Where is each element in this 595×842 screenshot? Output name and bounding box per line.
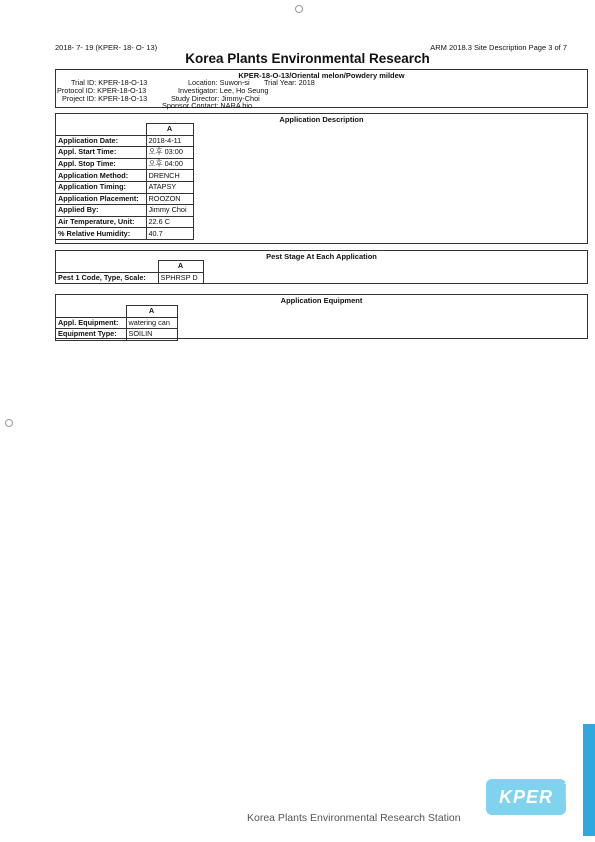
row-value: 오후 04:00: [146, 158, 193, 170]
row-value: 40.7: [146, 228, 193, 240]
header-date-code: 2018- 7- 19 (KPER- 18- O- 13): [55, 43, 158, 52]
row-label: Appl. Stop Time:: [56, 158, 147, 170]
table-header-row: [56, 124, 194, 136]
pest-stage-table: [55, 260, 204, 284]
protocol-id: Protocol ID: KPER-18-O-13: [57, 86, 147, 95]
hole-punch-mark: [295, 5, 303, 13]
application-description-table: [55, 123, 194, 240]
table-row: [56, 158, 194, 170]
row-value: SOILIN: [126, 329, 177, 341]
table-row: [56, 329, 178, 341]
blank-cell: [56, 124, 147, 136]
table-row: [56, 228, 194, 240]
row-value: 22.6 C: [146, 216, 193, 228]
table-row: [56, 181, 194, 193]
sponsor-contact: Sponsor Contact: NARA bio: [162, 101, 253, 110]
table-row: [56, 193, 194, 205]
application-equipment-table: [55, 305, 178, 341]
project-id: Project ID: KPER-18-O-13: [62, 94, 148, 103]
trial-info-box: [55, 69, 588, 108]
row-value: ATAPSY: [146, 181, 193, 193]
table-row: [56, 205, 194, 217]
trial-info-title: KPER-18-O-13/Oriental melon/Powdery mildew: [238, 71, 405, 80]
blank-cell: [56, 306, 127, 318]
blank-cell: [56, 261, 159, 273]
kper-logo: [486, 779, 566, 815]
location: Location: Suwon-si: [188, 78, 250, 87]
header-page-info: ARM 2018.3 Site Description Page 3 of 7: [430, 43, 567, 52]
row-label: Appl. Start Time:: [56, 147, 147, 159]
row-value: 2018-4-11: [146, 135, 193, 147]
investigator: Investigator: Lee, Ho Seung: [178, 86, 269, 95]
row-label: Application Date:: [56, 135, 147, 147]
row-label: Application Method:: [56, 170, 147, 182]
row-value: DRENCH: [146, 170, 193, 182]
row-label: Applied By:: [56, 205, 147, 217]
table-header-row: [56, 261, 204, 273]
hole-punch-mark: [5, 419, 13, 427]
row-label: Air Temperature, Unit:: [56, 216, 147, 228]
trial-year: Trial Year: 2018: [264, 78, 315, 87]
table-row: [56, 272, 204, 284]
row-label: Application Timing:: [56, 181, 147, 193]
column-header: A: [146, 124, 193, 136]
row-value: ROOZON: [146, 193, 193, 205]
website-text: [564, 735, 593, 825]
page-title: Korea Plants Environmental Research: [185, 51, 430, 66]
table-row: [56, 170, 194, 182]
row-value: 오후 03:00: [146, 147, 193, 159]
row-label: Appl. Equipment:: [56, 317, 127, 329]
row-value: SPHRSP D: [158, 272, 203, 284]
row-label: Application Placement:: [56, 193, 147, 205]
table-row: [56, 216, 194, 228]
website-label: www.kper.or.kr: [564, 755, 572, 802]
row-value: Jimmy Choi: [146, 205, 193, 217]
column-header: A: [158, 261, 203, 273]
application-equipment-title: Application Equipment: [280, 296, 363, 305]
application-description-title: Application Description: [279, 115, 364, 124]
row-label: % Relative Humidity:: [56, 228, 147, 240]
row-label: Pest 1 Code, Type, Scale:: [56, 272, 159, 284]
study-director: Study Director: Jimmy-Choi: [171, 94, 260, 103]
logo-text: KPER: [498, 786, 553, 807]
pest-stage-title: Pest Stage At Each Application: [266, 252, 377, 261]
table-row: [56, 147, 194, 159]
table-header-row: [56, 306, 178, 318]
row-value: watering can: [126, 317, 177, 329]
footer-station-name: Korea Plants Environmental Research Station: [247, 812, 461, 824]
trial-id: Trial ID: KPER-18-O-13: [71, 78, 148, 87]
column-header: A: [126, 306, 177, 318]
table-row: [56, 317, 178, 329]
table-row: [56, 135, 194, 147]
row-label: Equipment Type:: [56, 329, 127, 341]
